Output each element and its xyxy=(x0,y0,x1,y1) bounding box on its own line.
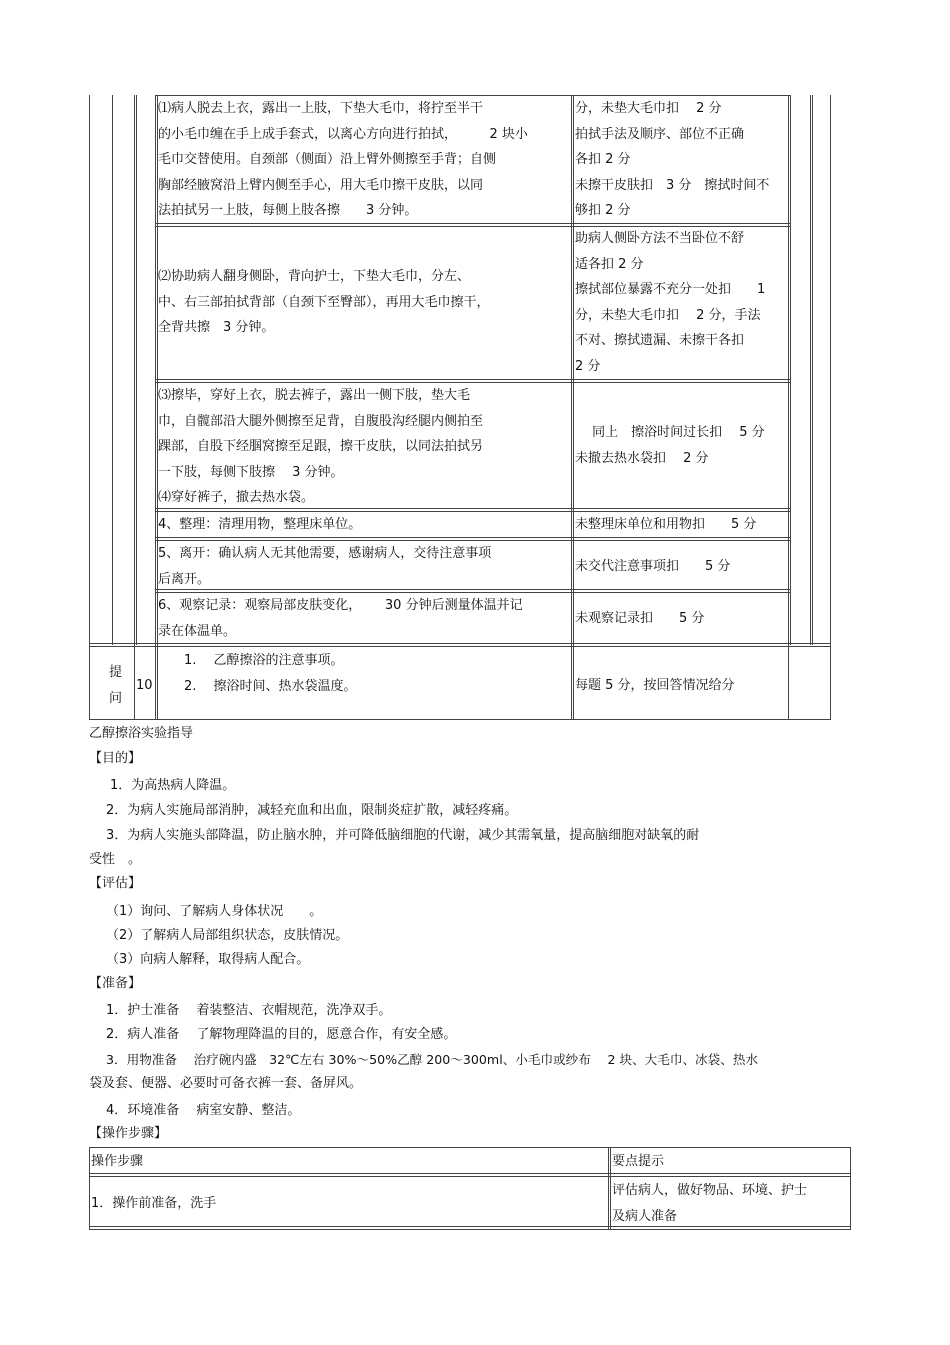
rubric-row-4-content xyxy=(158,512,361,538)
table-border xyxy=(89,719,830,720)
deduction-line: 未观察记录扣 5 分 xyxy=(575,611,705,626)
table-border xyxy=(134,95,135,645)
rubric-row-6-content xyxy=(158,593,523,644)
question-item: 2. 擦浴时间、热水袋温度。 xyxy=(184,678,357,694)
question-item: 1. 乙醇擦浴的注意事项。 xyxy=(184,653,344,668)
table-border xyxy=(608,1147,609,1229)
table-border xyxy=(155,95,156,720)
rubric-row-4-deduction xyxy=(575,512,756,538)
prep-item: 袋及套、便器、必要时可备衣裤一套、备屏风。 xyxy=(89,1076,363,1091)
content-line: 4、整理：清理用物，整理床单位。 xyxy=(158,517,362,532)
deduction-line: 分，未垫大毛巾扣 2 分 xyxy=(575,101,722,116)
rubric-row-1-deduction xyxy=(575,96,769,224)
table-border xyxy=(89,1147,90,1229)
steps-heading: 【操作步骤】 xyxy=(89,1126,168,1141)
tips-line: 评估病人，做好物品、环境、护士 xyxy=(612,1183,808,1198)
content-line: 后离开。 xyxy=(158,571,211,587)
steps-header-step: 操作步骤 xyxy=(91,1154,144,1169)
rubric-row-5-deduction xyxy=(575,554,730,580)
table-border xyxy=(610,1147,611,1229)
purpose-heading: 【目的】 xyxy=(89,751,142,766)
rubric-row-3-deduction xyxy=(575,420,765,471)
deduction-line: 2 分 xyxy=(575,358,601,374)
assess-item: （1）询问、了解病人身体状况 。 xyxy=(106,904,323,919)
prep-item: 3．用物准备 治疗碗内盛 32℃左右 30%～50%乙醇 200～300ml、小毛巾或纱布 2 块、大毛巾、冰袋、热水 xyxy=(106,1052,759,1067)
steps-row-step: 1．操作前准备，洗手 xyxy=(91,1196,217,1211)
deduction-line: 未撤去热水袋扣 2 分 xyxy=(575,450,709,466)
content-line: ⑴病人脱去上衣，露出一上肢，下垫大毛巾，将拧至半干 xyxy=(158,101,484,116)
purpose-item: 2．为病人实施局部消肿，减轻充血和出血，限制炎症扩散，减轻疼痛。 xyxy=(106,803,518,818)
content-line: ⑵协助病人翻身侧卧，背向护士，下垫大毛巾，分左、 xyxy=(158,269,471,284)
prep-item: 1．护士准备 着装整洁、衣帽规范，洗净双手。 xyxy=(106,1003,392,1018)
tips-line: 及病人准备 xyxy=(612,1208,678,1224)
question-score: 10 xyxy=(136,678,153,693)
purpose-item: 受性 。 xyxy=(89,852,142,867)
deduction-line: 擦拭部位暴露不充分一处扣 1 xyxy=(575,282,766,297)
content-line: 全背共擦 3 分钟。 xyxy=(158,320,275,335)
prep-item: 2．病人准备 了解物理降温的目的，愿意合作，有安全感。 xyxy=(106,1027,457,1042)
content-line: 一下肢，每侧下肢擦 3 分钟。 xyxy=(158,464,344,480)
question-label-top: 提 xyxy=(109,665,123,680)
content-line: 法拍拭另一上肢，每侧上肢各擦 3 分钟。 xyxy=(158,203,418,218)
steps-header-tips: 要点提示 xyxy=(612,1154,665,1169)
deduction-line: 拍拭手法及顺序、部位不正确 xyxy=(575,126,745,142)
table-border xyxy=(830,95,831,720)
table-border xyxy=(134,645,135,720)
rubric-row-3-content xyxy=(158,383,483,511)
table-border xyxy=(89,95,90,720)
rubric-row-2-content xyxy=(158,264,490,341)
rubric-row-6-deduction xyxy=(575,606,704,632)
table-border xyxy=(573,95,574,720)
content-line: 巾，自髋部沿大腿外侧擦至足背，自腹股沟经腿内侧拍至 xyxy=(158,413,484,429)
purpose-item: 1．为高热病人降温。 xyxy=(110,778,236,793)
table-border xyxy=(788,95,789,720)
question-deduction: 每题 5 分，按回答情况给分 xyxy=(575,678,735,693)
deduction-line: 分，未垫大毛巾扣 2 分，手法 xyxy=(575,307,761,323)
content-line: 录在体温单。 xyxy=(158,623,237,639)
table-border xyxy=(136,95,137,645)
question-items xyxy=(184,648,357,699)
question-label-bottom: 问 xyxy=(109,691,123,706)
table-border xyxy=(790,95,791,645)
content-line: 踝部，自股下经腘窝擦至足跟，擦干皮肤，以同法拍拭另 xyxy=(158,439,484,454)
table-border xyxy=(810,95,811,645)
table-border xyxy=(89,1173,851,1177)
table-border xyxy=(850,1147,851,1229)
content-line: ⑷穿好裤子，撤去热水袋。 xyxy=(158,490,315,505)
table-border xyxy=(89,1147,851,1148)
deduction-line: 未擦干皮肤扣 3 分 擦拭时间不 xyxy=(575,177,770,193)
assess-heading: 【评估】 xyxy=(89,876,142,891)
rubric-row-1-content xyxy=(158,96,528,224)
deduction-line: 够扣 2 分 xyxy=(575,203,631,218)
assess-item: （2）了解病人局部组织状态，皮肤情况。 xyxy=(106,928,349,943)
table-border xyxy=(812,95,813,645)
table-border xyxy=(112,95,113,645)
content-line: ⑶擦毕，穿好上衣，脱去裤子，露出一侧下肢，垫大毛 xyxy=(158,388,471,403)
deduction-line: 适各扣 2 分 xyxy=(575,256,644,272)
deduction-line: 各扣 2 分 xyxy=(575,152,631,167)
content-line: 毛巾交替使用。自颈部（侧面）沿上臂外侧擦至手背；自侧 xyxy=(158,152,497,167)
content-line: 5、离开：确认病人无其他需要，感谢病人，交待注意事项 xyxy=(158,546,492,561)
deduction-line: 助病人侧卧方法不当卧位不舒 xyxy=(575,231,745,246)
rubric-row-5-content xyxy=(158,541,491,592)
content-line: 6、观察记录：观察局部皮肤变化， 30 分钟后测量体温并记 xyxy=(158,598,523,613)
assess-item: （3）向病人解释，取得病人配合。 xyxy=(106,952,310,967)
table-border xyxy=(571,95,572,720)
prep-item: 4．环境准备 病室安静、整洁。 xyxy=(106,1103,301,1118)
content-line: 胸部经腋窝沿上臂内侧至手心，用大毛巾擦干皮肤，以同 xyxy=(158,177,484,193)
purpose-item: 3．为病人实施头部降温，防止脑水肿，并可降低脑细胞的代谢，减少其需氧量，提高脑细胞对缺氧的耐 xyxy=(106,828,700,843)
deduction-line: 未整理床单位和用物扣 5 分 xyxy=(575,517,757,532)
deduction-line: 不对、擦拭遗漏、未擦干各扣 xyxy=(575,333,745,348)
content-line: 中、右三部拍拭背部（自颈下至臀部），再用大毛巾擦干， xyxy=(158,294,490,310)
steps-row-tips xyxy=(612,1178,807,1229)
deduction-line: 未交代注意事项扣 5 分 xyxy=(575,559,731,574)
content-line: 的小毛巾缠在手上成手套式，以离心方向进行拍拭， 2 块小 xyxy=(158,126,528,142)
guide-title: 乙醇擦浴实验指导 xyxy=(89,726,194,741)
deduction-line: 同上 擦浴时间过长扣 5 分 xyxy=(575,425,765,440)
rubric-row-2-deduction xyxy=(575,226,765,379)
prep-heading: 【准备】 xyxy=(89,976,142,991)
